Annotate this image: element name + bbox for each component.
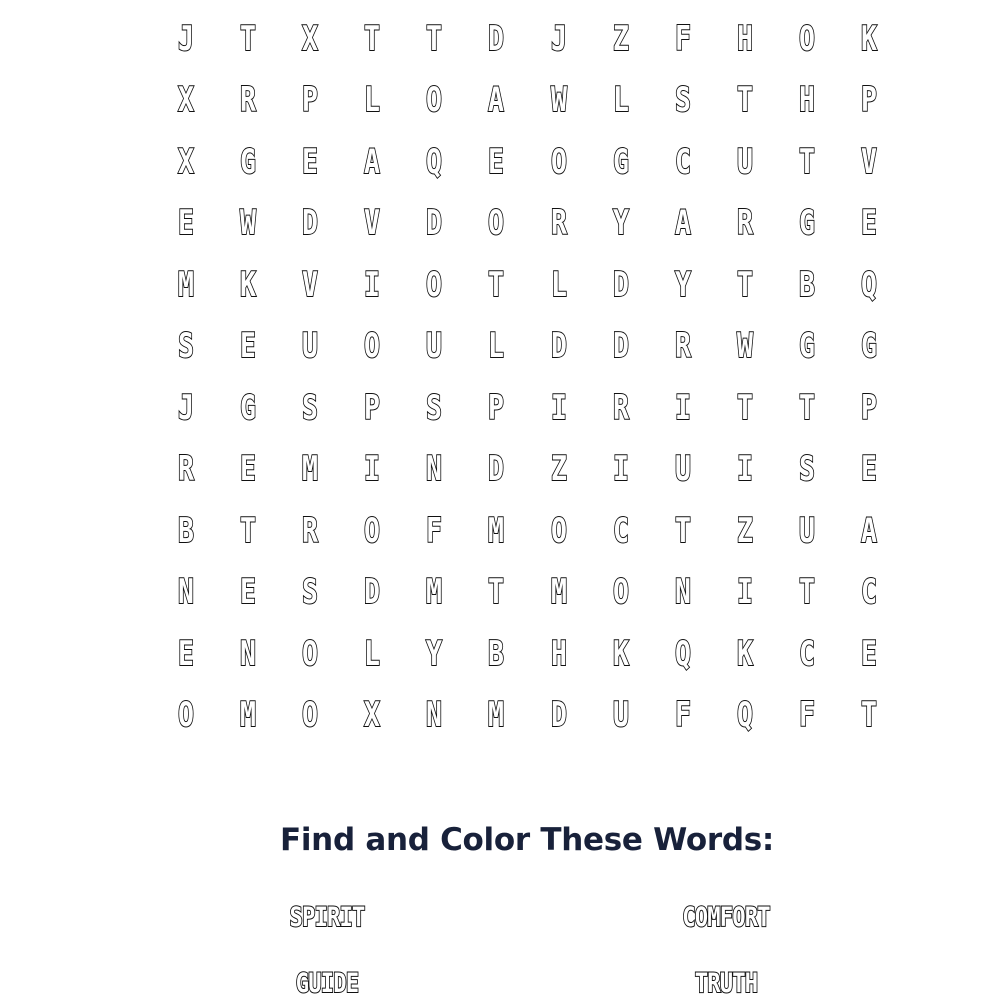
grid-letter[interactable]: Q: [426, 141, 443, 182]
grid-letter[interactable]: A: [364, 141, 381, 182]
grid-letter[interactable]: M: [550, 572, 567, 613]
grid-letter[interactable]: I: [674, 387, 691, 428]
grid-letter[interactable]: I: [550, 387, 567, 428]
grid-letter[interactable]: L: [550, 264, 567, 305]
grid-letter[interactable]: O: [426, 264, 443, 305]
grid-letter[interactable]: T: [798, 387, 815, 428]
grid-letter[interactable]: T: [798, 141, 815, 182]
grid-letter[interactable]: E: [861, 449, 878, 490]
grid-letter[interactable]: L: [364, 633, 381, 674]
grid-letter[interactable]: F: [674, 695, 691, 736]
grid-letter[interactable]: I: [612, 449, 629, 490]
grid-letter[interactable]: T: [426, 18, 443, 59]
grid-letter[interactable]: S: [426, 387, 443, 428]
grid-letter[interactable]: Q: [674, 633, 691, 674]
grid-letter[interactable]: O: [426, 80, 443, 121]
grid-letter[interactable]: O: [364, 510, 381, 551]
grid-letter[interactable]: B: [798, 264, 815, 305]
grid-letter[interactable]: O: [798, 18, 815, 59]
grid-letter[interactable]: K: [612, 633, 629, 674]
grid-letter[interactable]: D: [612, 264, 629, 305]
grid-letter[interactable]: T: [736, 387, 753, 428]
grid-letter[interactable]: T: [736, 264, 753, 305]
grid-letter[interactable]: E: [488, 141, 505, 182]
grid-letter[interactable]: E: [861, 203, 878, 244]
grid-letter[interactable]: L: [488, 326, 505, 367]
grid-letter[interactable]: U: [612, 695, 629, 736]
grid-letter[interactable]: V: [861, 141, 878, 182]
grid-letter[interactable]: G: [798, 203, 815, 244]
grid-letter[interactable]: T: [240, 18, 257, 59]
grid-letter[interactable]: M: [488, 510, 505, 551]
grid-letter[interactable]: J: [550, 18, 567, 59]
grid-letter[interactable]: E: [178, 633, 195, 674]
grid-letter[interactable]: F: [798, 695, 815, 736]
grid-letter[interactable]: O: [302, 633, 319, 674]
grid-letter[interactable]: H: [798, 80, 815, 121]
grid-letter[interactable]: Y: [674, 264, 691, 305]
grid-letter[interactable]: F: [674, 18, 691, 59]
grid-letter[interactable]: V: [364, 203, 381, 244]
grid-letter[interactable]: P: [302, 80, 319, 121]
grid-letter[interactable]: R: [550, 203, 567, 244]
grid-letter[interactable]: O: [612, 572, 629, 613]
grid-letter[interactable]: S: [798, 449, 815, 490]
grid-letter[interactable]: R: [302, 510, 319, 551]
grid-letter[interactable]: C: [861, 572, 878, 613]
grid-letter[interactable]: R: [736, 203, 753, 244]
grid-letter[interactable]: M: [426, 572, 443, 613]
grid-letter[interactable]: D: [364, 572, 381, 613]
grid-letter[interactable]: S: [178, 326, 195, 367]
word-list-title: Find and Color These Words:: [279, 822, 774, 858]
grid-letter[interactable]: C: [674, 141, 691, 182]
grid-letter[interactable]: W: [240, 203, 257, 244]
grid-letter[interactable]: N: [178, 572, 195, 613]
grid-letter[interactable]: R: [674, 326, 691, 367]
grid-letter[interactable]: M: [302, 449, 319, 490]
grid-letter[interactable]: X: [364, 695, 381, 736]
grid-letter[interactable]: O: [178, 695, 195, 736]
grid-letter[interactable]: M: [178, 264, 195, 305]
grid-letter[interactable]: L: [364, 80, 381, 121]
grid-letter[interactable]: N: [426, 695, 443, 736]
grid-letter[interactable]: O: [302, 695, 319, 736]
grid-letter[interactable]: E: [178, 203, 195, 244]
grid-letter[interactable]: N: [240, 633, 257, 674]
grid-letter[interactable]: S: [302, 572, 319, 613]
grid-letter[interactable]: W: [550, 80, 567, 121]
grid-letter[interactable]: T: [364, 18, 381, 59]
grid-letter[interactable]: H: [736, 18, 753, 59]
grid-letter[interactable]: Z: [736, 510, 753, 551]
letter-grid: [155, 8, 900, 746]
grid-letter[interactable]: S: [302, 387, 319, 428]
grid-letter[interactable]: Y: [426, 633, 443, 674]
grid-letter[interactable]: R: [178, 449, 195, 490]
grid-letter[interactable]: N: [426, 449, 443, 490]
grid-letter[interactable]: Z: [550, 449, 567, 490]
grid-letter[interactable]: D: [550, 695, 567, 736]
grid-letter[interactable]: A: [488, 80, 505, 121]
grid-letter[interactable]: D: [612, 326, 629, 367]
grid-letter[interactable]: Q: [861, 264, 878, 305]
grid-letter[interactable]: T: [674, 510, 691, 551]
grid-letter[interactable]: L: [612, 80, 629, 121]
grid-letter[interactable]: T: [798, 572, 815, 613]
grid-letter[interactable]: D: [488, 449, 505, 490]
grid-letter[interactable]: K: [736, 633, 753, 674]
grid-letter[interactable]: M: [240, 695, 257, 736]
word-item-truth: TRUTH: [694, 968, 758, 999]
grid-letter[interactable]: I: [736, 449, 753, 490]
grid-letter[interactable]: X: [302, 18, 319, 59]
word-item-comfort: COMFORT: [682, 902, 770, 933]
grid-letter[interactable]: A: [861, 510, 878, 551]
grid-letter[interactable]: O: [488, 203, 505, 244]
grid-letter[interactable]: G: [798, 326, 815, 367]
grid-letter[interactable]: U: [736, 141, 753, 182]
word-item-guide: GUIDE: [295, 968, 359, 999]
grid-letter[interactable]: Y: [612, 203, 629, 244]
grid-letter[interactable]: S: [674, 80, 691, 121]
grid-letter[interactable]: U: [798, 510, 815, 551]
grid-letter[interactable]: J: [178, 387, 195, 428]
grid-letter[interactable]: O: [550, 141, 567, 182]
grid-letter[interactable]: D: [550, 326, 567, 367]
grid-letter[interactable]: X: [178, 141, 195, 182]
grid-letter[interactable]: P: [364, 387, 381, 428]
grid-letter[interactable]: T: [736, 80, 753, 121]
grid-letter[interactable]: G: [240, 141, 257, 182]
grid-letter[interactable]: Z: [612, 18, 629, 59]
grid-letter[interactable]: E: [240, 449, 257, 490]
grid-letter[interactable]: B: [178, 510, 195, 551]
grid-letter[interactable]: G: [240, 387, 257, 428]
grid-letter[interactable]: G: [861, 326, 878, 367]
grid-letter[interactable]: R: [240, 80, 257, 121]
grid-letter[interactable]: I: [364, 264, 381, 305]
grid-letter[interactable]: O: [364, 326, 381, 367]
grid-letter[interactable]: U: [426, 326, 443, 367]
grid-letter[interactable]: T: [488, 572, 505, 613]
grid-letter[interactable]: U: [674, 449, 691, 490]
grid-letter[interactable]: X: [178, 80, 195, 121]
grid-letter[interactable]: G: [612, 141, 629, 182]
grid-letter[interactable]: K: [861, 18, 878, 59]
grid-letter[interactable]: B: [488, 633, 505, 674]
grid-letter[interactable]: E: [861, 633, 878, 674]
grid-letter[interactable]: A: [674, 203, 691, 244]
grid-letter[interactable]: W: [736, 326, 753, 367]
grid-letter[interactable]: T: [488, 264, 505, 305]
grid-letter[interactable]: E: [240, 326, 257, 367]
grid-letter[interactable]: Q: [736, 695, 753, 736]
grid-letter[interactable]: I: [364, 449, 381, 490]
grid-letter[interactable]: K: [240, 264, 257, 305]
grid-letter[interactable]: J: [178, 18, 195, 59]
grid-letter[interactable]: N: [674, 572, 691, 613]
grid-letter[interactable]: T: [240, 510, 257, 551]
grid-letter[interactable]: I: [736, 572, 753, 613]
grid-letter[interactable]: F: [426, 510, 443, 551]
grid-letter[interactable]: O: [550, 510, 567, 551]
grid-letter[interactable]: V: [302, 264, 319, 305]
grid-letter[interactable]: P: [488, 387, 505, 428]
grid-letter[interactable]: M: [488, 695, 505, 736]
grid-letter[interactable]: C: [612, 510, 629, 551]
word-item-spirit: SPIRIT: [289, 902, 365, 933]
grid-letter[interactable]: U: [302, 326, 319, 367]
grid-letter[interactable]: D: [302, 203, 319, 244]
grid-letter[interactable]: D: [488, 18, 505, 59]
grid-letter[interactable]: T: [861, 695, 878, 736]
grid-letter[interactable]: D: [426, 203, 443, 244]
grid-letter[interactable]: C: [798, 633, 815, 674]
grid-letter[interactable]: E: [302, 141, 319, 182]
grid-letter[interactable]: E: [240, 572, 257, 613]
grid-letter[interactable]: R: [612, 387, 629, 428]
grid-letter[interactable]: P: [861, 387, 878, 428]
grid-letter[interactable]: H: [550, 633, 567, 674]
grid-letter[interactable]: P: [861, 80, 878, 121]
